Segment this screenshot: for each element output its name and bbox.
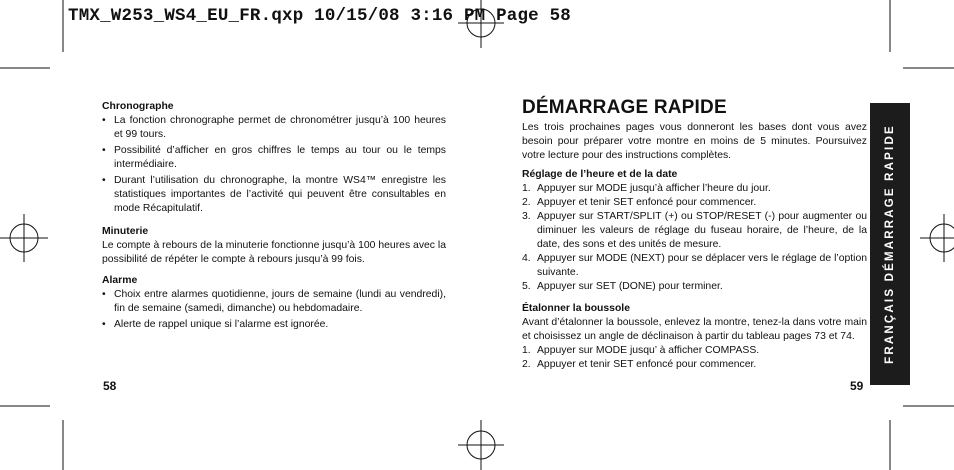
section-side-tab <box>870 103 910 385</box>
alarm-list <box>102 288 446 332</box>
page-number-right: 59 <box>850 379 864 393</box>
list-item: 3. Appuyer sur START/SPLIT (+) ou STOP/RESET (-) pour augmenter ou diminuer les valeurs de réglage du fuseau horaire, de l’heure, de la date, des sons et des unités de mesure. <box>522 211 867 250</box>
list-item: • Choix entre alarmes quotidienne, jours de semaine (lundi au vendredi), fin de semaine (samedi, dimanche) ou hebdomadaire. <box>102 288 446 316</box>
list-item: 5. Appuyer sur SET (DONE) pour terminer. <box>522 281 723 292</box>
alarm-heading: Alarme <box>102 275 138 286</box>
time-date-steps <box>522 182 867 294</box>
timer-text: Le compte à rebours de la minuterie fonctionne jusqu’à 100 heures avec la possibilité de répéter le compte à rebours jusqu’à 99 fois. <box>102 240 446 265</box>
list-item: 1. Appuyer sur MODE jusqu’ à afficher COMPASS. <box>522 345 760 356</box>
list-item: • Durant l’utilisation du chronographe, la montre WS4™ enregistre les statistiques importantes de l’activité qui peuvent être consultables en mode Récapitulatif. <box>102 174 446 216</box>
page-title: DÉMARRAGE RAPIDE <box>522 97 727 118</box>
compass-heading: Étalonner la boussole <box>522 303 630 314</box>
left-page-column <box>102 100 446 334</box>
right-page-column <box>522 97 867 372</box>
list-item: • La fonction chronographe permet de chronométrer jusqu’à 100 heures et 99 tours. <box>102 114 446 142</box>
list-item: 2. Appuyer et tenir SET enfoncé pour commencer. <box>522 359 757 370</box>
time-date-heading: Réglage de l’heure et de la date <box>522 169 678 180</box>
chronograph-heading: Chronographe <box>102 101 174 112</box>
file-slug-header: TMX_W253_WS4_EU_FR.qxp 10/15/08 3:16 PM Page 58 <box>68 6 571 26</box>
list-item: 2. Appuyer et tenir SET enfoncé pour commencer. <box>522 197 757 208</box>
chronograph-list <box>102 114 446 216</box>
intro-text: Les trois prochaines pages vous donneront les bases dont vous avez besoin pour préparer votre montre en moins de 5 minutes. Poursuivez votre lecture pour des instructions complètes. <box>522 122 867 161</box>
list-item: 4. Appuyer sur MODE (NEXT) pour se déplacer vers le réglage de l’option suivante. <box>522 253 867 278</box>
compass-text: Avant d’étalonner la boussole, enlevez la montre, tenez-la dans votre main et choisissez un angle de déclinaison à partir du tableau pages 73 et 74. <box>522 317 867 342</box>
compass-steps <box>522 344 867 372</box>
page-number-left: 58 <box>103 379 117 393</box>
timer-heading: Minuterie <box>102 226 149 237</box>
side-tab-label: FRANÇAIS DÉMARRAGE RAPIDE <box>884 124 896 364</box>
list-item: • Possibilité d’afficher en gros chiffres le temps au tour ou le temps intermédiaire. <box>102 144 446 172</box>
list-item: • Alerte de rappel unique si l’alarme est ignorée. <box>102 318 446 332</box>
list-item: 1. Appuyer sur MODE jusqu’à afficher l’heure du jour. <box>522 183 771 194</box>
